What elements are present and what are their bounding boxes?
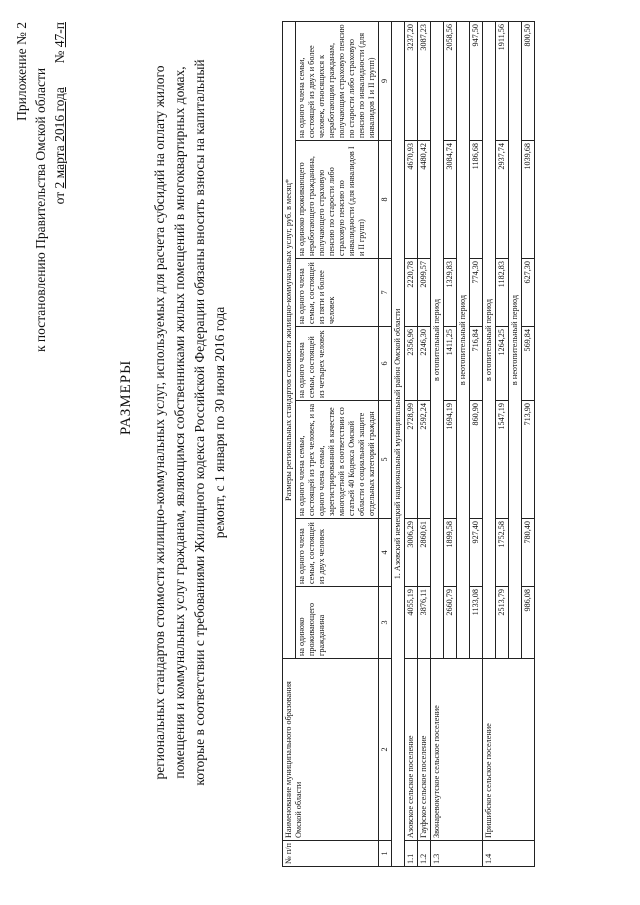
cell: 2860,61: [418, 519, 431, 587]
period-label: в неотопительный период: [509, 22, 522, 659]
cell: 716,84: [470, 327, 483, 401]
header-c6: на одного члена семьи, состоящей из четырех человек: [296, 327, 379, 401]
number-label: №: [52, 50, 67, 64]
cell: 3876,11: [418, 587, 431, 659]
header-row-group: [283, 22, 296, 867]
row-num: 1.4: [483, 841, 535, 867]
period-label: в отопительный период: [483, 22, 496, 659]
standards-table: [282, 21, 535, 867]
header-num: № п/п: [283, 841, 379, 867]
header-group: Размеры региональных стандартов стоимости жилищно-коммунальных услуг, руб. в месяц*: [283, 22, 296, 659]
cell: 800,50: [522, 22, 535, 141]
cell: 2728,99: [405, 401, 418, 519]
table-row: [405, 22, 418, 867]
cell: 780,40: [522, 519, 535, 587]
cell: 1039,68: [522, 141, 535, 259]
row-name: Гауфское сельское поселение: [418, 659, 431, 841]
colnum: 9: [379, 22, 392, 141]
table-row: [431, 22, 444, 867]
cell: 4055,19: [405, 587, 418, 659]
cell: 713,90: [522, 401, 535, 519]
appendix-header: [12, 22, 69, 352]
cell: 986,08: [522, 587, 535, 659]
column-number-row: [379, 22, 392, 867]
cell: 1264,25: [496, 327, 509, 401]
header-c4: на одного члена семьи, состоящей из двух человек: [296, 519, 379, 587]
header-c9: на одного члена семьи, состоящей из двух и более человек, относящихся к неработающим гражданам, получающим страховую пенсию по старости либо страховую пенсию по инвалидности (для инвалидов I и II групп): [296, 22, 379, 141]
cell: 1182,83: [496, 259, 509, 327]
cell: 1329,83: [444, 259, 457, 327]
period-label: в неотопительный период: [457, 22, 470, 659]
row-num: 1.3: [431, 841, 483, 867]
row-num: 1.1: [405, 841, 418, 867]
cell: 774,30: [470, 259, 483, 327]
document-title: РАЗМЕРЫ: [118, 359, 134, 436]
colnum: 8: [379, 141, 392, 259]
cell: 860,90: [470, 401, 483, 519]
colnum: 1: [379, 841, 392, 867]
appendix-resolution: к постановлению Правительства Омской области: [33, 67, 48, 352]
section-title: 1. Азовский немецкий национальный муниципальный район Омской области: [392, 22, 405, 867]
cell: 1133,08: [470, 587, 483, 659]
appendix-number: Приложение № 2: [14, 22, 29, 121]
colnum: 5: [379, 401, 392, 519]
from-label: от: [52, 191, 67, 205]
cell: 1547,19: [496, 401, 509, 519]
header-c5: на одного члена семьи, состоящей из трех человек, и на одного члена семьи, зарегистрированной в качестве многодетной в соответствии со статьей 40 Кодекса Омской области о социальной защите отдельных категорий граждан: [296, 401, 379, 519]
colnum: 2: [379, 659, 392, 841]
row-name: Пришибское сельское поселение: [483, 659, 535, 841]
cell: 2058,56: [444, 22, 457, 141]
cell: 2513,79: [496, 587, 509, 659]
header-c8: на одиноко проживающего неработающего гражданина, получающего страховую пенсию по старости либо страховую пенсию по инвалидности (для инвалидов I и II групп): [296, 141, 379, 259]
cell: 569,84: [522, 327, 535, 401]
colnum: 4: [379, 519, 392, 587]
row-name: Азовское сельское поселение: [405, 659, 418, 841]
cell: 2592,24: [418, 401, 431, 519]
cell: 1694,19: [444, 401, 457, 519]
header-name: Наименование муниципального образования Омской области: [283, 659, 379, 841]
period-label: в отопительный период: [431, 22, 444, 659]
section-row: [392, 22, 405, 867]
cell: 3084,74: [444, 141, 457, 259]
cell: 3087,23: [418, 22, 431, 141]
cell: 2356,96: [405, 327, 418, 401]
cell: 2220,78: [405, 259, 418, 327]
cell: 3006,29: [405, 519, 418, 587]
header-c7: на одного члена семьи, состоящей из пяти и более человек: [296, 259, 379, 327]
cell: 2099,57: [418, 259, 431, 327]
table-row: [418, 22, 431, 867]
colnum: 7: [379, 259, 392, 327]
resolution-number: 47-п: [52, 22, 67, 48]
row-num: 1.2: [418, 841, 431, 867]
cell: 627,30: [522, 259, 535, 327]
header-c3: на одиноко проживающего гражданина: [296, 587, 379, 659]
cell: 1186,68: [470, 141, 483, 259]
colnum: 3: [379, 587, 392, 659]
cell: 927,40: [470, 519, 483, 587]
appendix-date-line: [50, 22, 69, 352]
cell: 1411,25: [444, 327, 457, 401]
cell: 1752,58: [496, 519, 509, 587]
cell: 2937,74: [496, 141, 509, 259]
cell: 4670,93: [405, 141, 418, 259]
table-row: [483, 22, 496, 867]
cell: 2660,79: [444, 587, 457, 659]
cell: 2246,30: [418, 327, 431, 401]
cell: 947,50: [470, 22, 483, 141]
cell: 4480,42: [418, 141, 431, 259]
cell: 1911,56: [496, 22, 509, 141]
document-subtitle: региональных стандартов стоимости жилищно-коммунальных услуг, используемых для расчета субсидий на оплату жилого помещения и коммунальных услуг гражданам, являющимся собственниками жилых помещений в многоквартирных домах, которые в соответствии с требованиями Жилищного кодекса Российской Федерации обязаны вносить взносы на капитальный ремонт, с 1 января по 30 июня 2016 года: [152, 59, 227, 786]
resolution-date: 2 марта 2016 года: [52, 87, 67, 189]
cell: 1899,58: [444, 519, 457, 587]
cell: 3237,20: [405, 22, 418, 141]
row-name: Звонаревокутское сельское поселение: [431, 659, 483, 841]
colnum: 6: [379, 327, 392, 401]
